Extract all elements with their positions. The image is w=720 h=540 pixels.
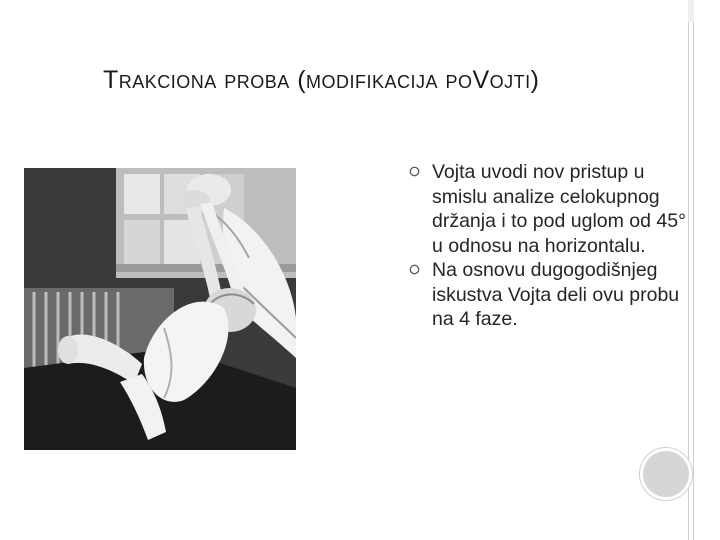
right-border-cap [688, 0, 694, 22]
bullet-text: Na osnovu dugogodišnjeg iskustva Vojta deli ovu probu na 4 faze. [432, 259, 680, 330]
slide-title: Trakciona proba (modifikacija poVojti) [103, 66, 540, 94]
bullet-text: Vojta uvodi nov pristup u smislu analize celokupnog držanja i to pod uglom od 45° u odnosu na horizontalu. [432, 161, 686, 257]
decorative-circle [640, 448, 692, 500]
circle-bullet-icon [409, 264, 420, 275]
circle-bullet-icon [409, 166, 420, 177]
traction-test-photo [24, 168, 296, 450]
photo-illustration [24, 168, 296, 450]
bullet-list [409, 160, 699, 332]
bullet-item [409, 160, 699, 258]
bullet-item [409, 258, 699, 332]
